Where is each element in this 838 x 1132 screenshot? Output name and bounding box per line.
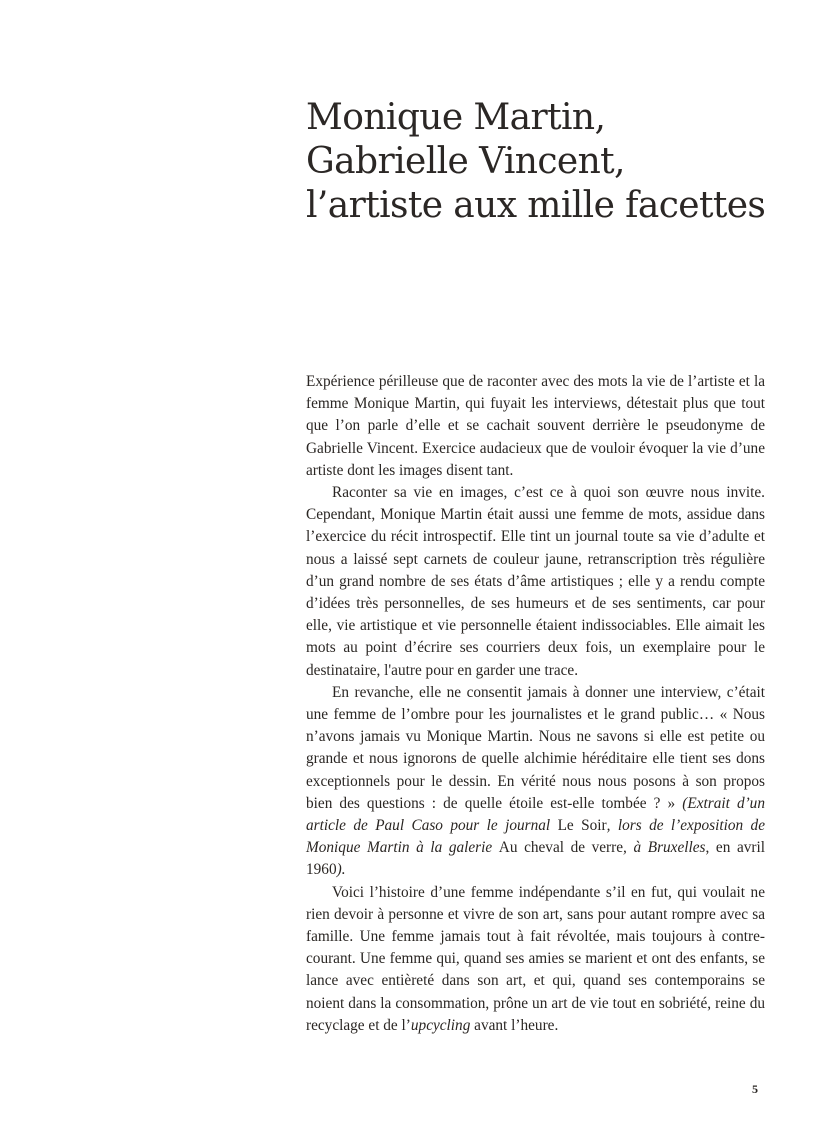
paragraph-4-tail: avant l’heure. xyxy=(470,1016,559,1034)
paragraph-4-text: Voici l’histoire d’une femme indépendante s’il en fut, qui voulait ne rien devoir à personne et vivre de son art, sans pour autant rompre avec sa famille. Une femme jamais tout à fait révoltée, mais toujours à contre-courant. Une femme qui, quand ses amies se marient et ont des enfants, se lance avec entièreté dans son art, et qui, quand ses contemporains se noient dans la consommation, prône un art de vie tout en sobriété, reine du recyclage et de l’ xyxy=(306,883,765,1034)
chapter-title-line-3: l’artiste aux mille facettes xyxy=(306,185,766,227)
paragraph-3 xyxy=(306,682,765,882)
citation-place: , à Bruxelles xyxy=(623,839,706,857)
chapter-title xyxy=(306,96,826,228)
chapter-title-line-1: Monique Martin, xyxy=(306,97,606,139)
body-text xyxy=(306,371,765,1037)
paragraph-4 xyxy=(306,882,765,1037)
paragraph-3-text: En revanche, elle ne consentit jamais à donner une interview, c’était une femme de l’ombre pour les journalistes et le grand public… « Nous n’avons jamais vu Monique Martin. Nous ne savons si elle est petite ou grande et nous ignorons de quelle alchimie héréditaire elle tient ses dons exceptionnels pour le dessin. En vérité nous nous posons à son propos bien des questions : de quelle étoile est-elle tombée ? » xyxy=(306,683,765,812)
citation-text-2: , lors de l’exposition de Monique Martin à la galerie xyxy=(306,817,765,857)
page-number: 5 xyxy=(752,1082,758,1096)
paragraph-2: Raconter sa vie en images, c’est ce à quoi son œuvre nous invite. Cependant, Monique Martin était aussi une femme de mots, assidue dans l’exercice du récit introspectif. Elle tint un journal toute sa vie d’adulte et nous a laissé sept carnets de couleur jaune, retranscription très régulière d’un grand nombre de ses états d’âme artistiques ; elle y a rendu compte d’idées très personnelles, de ses humeurs et de ses sentiments, car pour elle, vie artistique et vie personnelle étaient indissociables. Elle aimait les mots au point d’écrire ses courriers deux fois, un exemplaire pour le destinataire, l'autre pour en garder une trace. xyxy=(306,484,765,679)
citation-text: (Extrait d’un article de Paul Caso pour le journal xyxy=(306,794,765,835)
newspaper-name: Le Soir xyxy=(557,817,607,835)
citation-close: ). xyxy=(336,861,346,879)
gallery-name: Au cheval de verre xyxy=(498,839,624,857)
paragraph-1: Expérience périlleuse que de raconter avec des mots la vie de l’artiste et la femme Monique Martin, qui fuyait les interviews, détestait plus que tout que l’on parle d’elle et se cachait souvent derrière le pseudonyme de Gabrielle Vincent. Exercice audacieux que de vouloir évoquer la vie d’une artiste dont les images disent tant. xyxy=(306,373,765,479)
upcycling-term: upcycling xyxy=(410,1016,471,1034)
chapter-title-line-2: Gabrielle Vincent, xyxy=(306,141,625,183)
citation-date: , en avril 1960 xyxy=(306,839,765,879)
